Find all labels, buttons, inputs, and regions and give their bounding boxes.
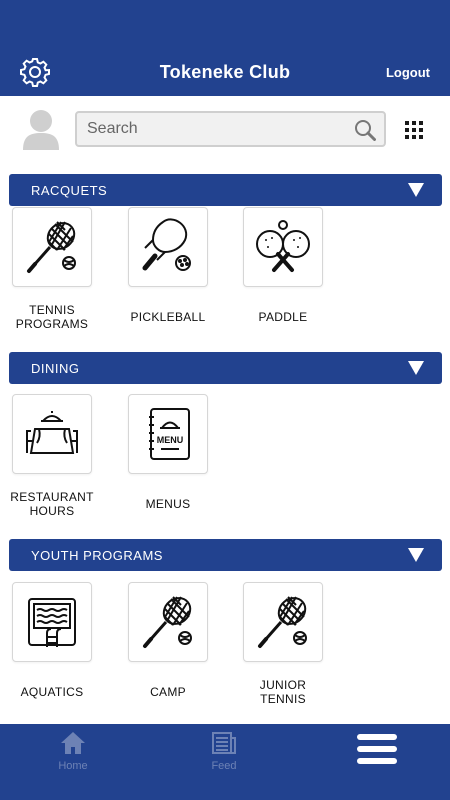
- tile-label: JUNIOR TENNIS: [259, 678, 307, 706]
- pickleball-paddle-icon: [137, 216, 199, 278]
- tile-restaurant-hours[interactable]: [12, 394, 92, 474]
- tile-junior-tennis[interactable]: [243, 582, 323, 662]
- caret-down-icon: [408, 548, 424, 562]
- tennis-racket-icon: [21, 216, 83, 278]
- section-label: YOUTH PROGRAMS: [31, 548, 163, 563]
- tennis-racket-icon: [252, 591, 314, 653]
- avatar[interactable]: [22, 108, 60, 150]
- hamburger-menu-icon: [355, 732, 399, 766]
- tile-menus[interactable]: [128, 394, 208, 474]
- tab-home[interactable]: [23, 724, 123, 800]
- caret-down-icon: [408, 361, 424, 375]
- tile-label: AQUATICS: [20, 685, 84, 699]
- menu-book-icon: [137, 403, 199, 465]
- search-row: [0, 96, 450, 166]
- tennis-racket-icon: [137, 591, 199, 653]
- tile-label: MENUS: [145, 497, 191, 511]
- tile-label: CAMP: [150, 685, 186, 699]
- section-header-dining[interactable]: [9, 352, 442, 384]
- grid-icon: [405, 121, 409, 125]
- user-avatar-icon: [22, 108, 60, 150]
- tab-menu[interactable]: [327, 724, 427, 800]
- tile-paddle[interactable]: [243, 207, 323, 287]
- section-label: RACQUETS: [31, 183, 108, 198]
- tile-tennis-programs[interactable]: [12, 207, 92, 287]
- paddle-rackets-icon: [252, 216, 314, 278]
- svg-text:MENU: MENU: [156, 435, 184, 445]
- page-title: Tokeneke Club: [159, 62, 291, 82]
- grid-view-button[interactable]: [405, 121, 423, 139]
- tile-label: RESTAURANT HOURS: [10, 490, 94, 518]
- bottom-tab-bar: [0, 724, 450, 800]
- tab-feed[interactable]: [174, 724, 274, 800]
- tab-label: Feed: [211, 760, 237, 772]
- pool-icon: [21, 591, 83, 653]
- tile-aquatics[interactable]: [12, 582, 92, 662]
- home-icon: [60, 730, 86, 756]
- tile-label: PICKLEBALL: [130, 310, 206, 324]
- search-box: [75, 111, 386, 147]
- search-input[interactable]: [87, 113, 347, 145]
- caret-down-icon: [408, 183, 424, 197]
- app-header: [0, 0, 450, 96]
- tile-label: PADDLE: [258, 310, 308, 324]
- newspaper-icon: [211, 730, 237, 756]
- section-header-racquets[interactable]: [9, 174, 442, 206]
- tab-label: Home: [58, 760, 88, 772]
- tile-camp[interactable]: [128, 582, 208, 662]
- logout-button[interactable]: Logout: [385, 65, 430, 80]
- tile-label: TENNIS PROGRAMS: [15, 303, 89, 331]
- dining-table-icon: [21, 403, 83, 465]
- tile-pickleball[interactable]: [128, 207, 208, 287]
- section-header-youth-programs[interactable]: [9, 539, 442, 571]
- section-label: DINING: [31, 361, 80, 376]
- search-icon[interactable]: [354, 119, 376, 141]
